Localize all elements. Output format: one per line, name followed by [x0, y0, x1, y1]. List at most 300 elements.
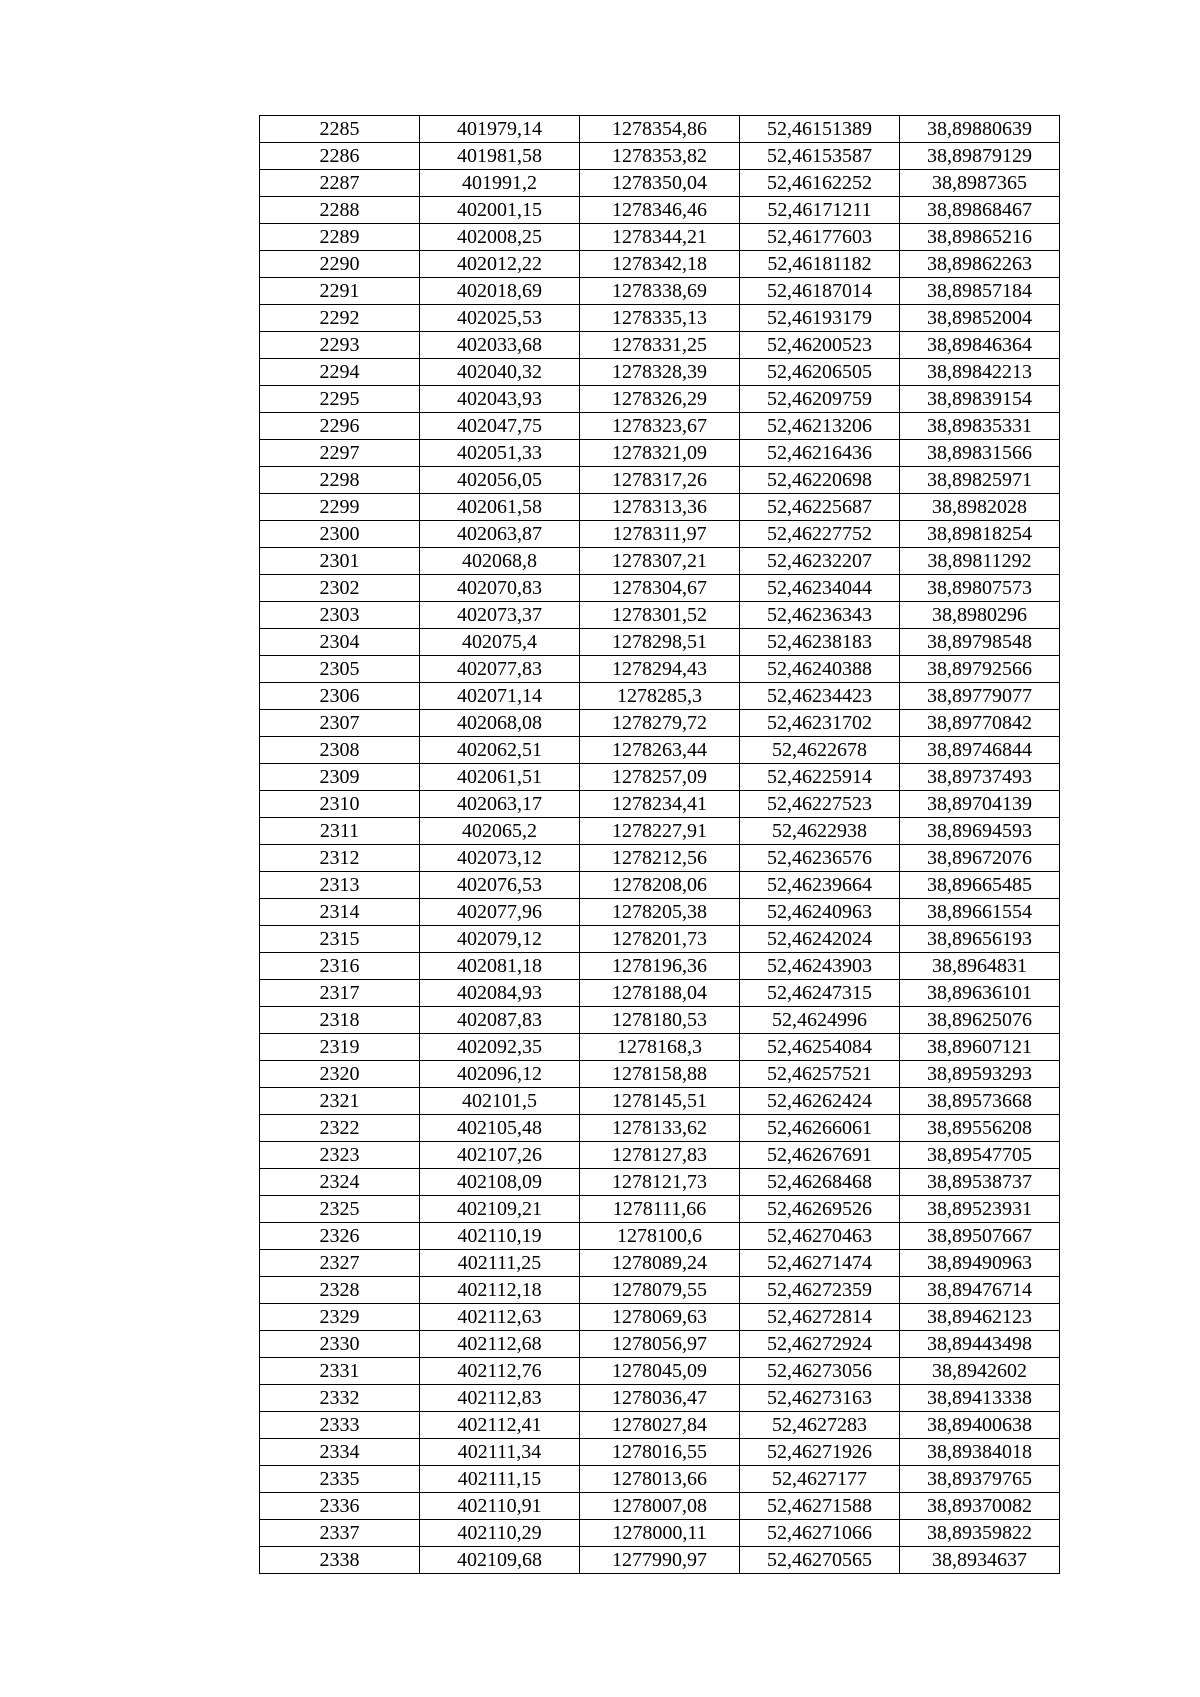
latitude-cell: 52,46270565 — [740, 1547, 900, 1574]
point-number-cell: 2289 — [260, 224, 420, 251]
x-coordinate-cell: 402109,68 — [420, 1547, 580, 1574]
table-row — [260, 1088, 1060, 1115]
y-coordinate-cell: 1278145,51 — [580, 1088, 740, 1115]
longitude-cell: 38,89661554 — [900, 899, 1060, 926]
point-number-cell: 2335 — [260, 1466, 420, 1493]
longitude-cell: 38,8980296 — [900, 602, 1060, 629]
table-row — [260, 791, 1060, 818]
y-coordinate-cell: 1278168,3 — [580, 1034, 740, 1061]
point-number-cell: 2316 — [260, 953, 420, 980]
longitude-cell: 38,89694593 — [900, 818, 1060, 845]
table-row — [260, 1358, 1060, 1385]
y-coordinate-cell: 1278279,72 — [580, 710, 740, 737]
x-coordinate-cell: 402068,08 — [420, 710, 580, 737]
x-coordinate-cell: 402068,8 — [420, 548, 580, 575]
longitude-cell: 38,89839154 — [900, 386, 1060, 413]
table-row — [260, 1196, 1060, 1223]
x-coordinate-cell: 402033,68 — [420, 332, 580, 359]
x-coordinate-cell: 402111,25 — [420, 1250, 580, 1277]
latitude-cell: 52,46269526 — [740, 1196, 900, 1223]
latitude-cell: 52,4622938 — [740, 818, 900, 845]
latitude-cell: 52,46151389 — [740, 116, 900, 143]
latitude-cell: 52,46162252 — [740, 170, 900, 197]
table-row — [260, 116, 1060, 143]
longitude-cell: 38,89807573 — [900, 575, 1060, 602]
table-row — [260, 305, 1060, 332]
y-coordinate-cell: 1278007,08 — [580, 1493, 740, 1520]
point-number-cell: 2327 — [260, 1250, 420, 1277]
longitude-cell: 38,89462123 — [900, 1304, 1060, 1331]
y-coordinate-cell: 1278301,52 — [580, 602, 740, 629]
point-number-cell: 2294 — [260, 359, 420, 386]
latitude-cell: 52,46181182 — [740, 251, 900, 278]
x-coordinate-cell: 402107,26 — [420, 1142, 580, 1169]
x-coordinate-cell: 402047,75 — [420, 413, 580, 440]
longitude-cell: 38,89384018 — [900, 1439, 1060, 1466]
point-number-cell: 2328 — [260, 1277, 420, 1304]
latitude-cell: 52,46242024 — [740, 926, 900, 953]
longitude-cell: 38,89607121 — [900, 1034, 1060, 1061]
x-coordinate-cell: 402092,35 — [420, 1034, 580, 1061]
latitude-cell: 52,46213206 — [740, 413, 900, 440]
point-number-cell: 2307 — [260, 710, 420, 737]
x-coordinate-cell: 402073,37 — [420, 602, 580, 629]
longitude-cell: 38,8934637 — [900, 1547, 1060, 1574]
y-coordinate-cell: 1278121,73 — [580, 1169, 740, 1196]
y-coordinate-cell: 1278212,56 — [580, 845, 740, 872]
table-row — [260, 602, 1060, 629]
point-number-cell: 2306 — [260, 683, 420, 710]
longitude-cell: 38,89672076 — [900, 845, 1060, 872]
table-row — [260, 1142, 1060, 1169]
table-row — [260, 575, 1060, 602]
longitude-cell: 38,8982028 — [900, 494, 1060, 521]
x-coordinate-cell: 402108,09 — [420, 1169, 580, 1196]
table-row — [260, 1250, 1060, 1277]
x-coordinate-cell: 401981,58 — [420, 143, 580, 170]
point-number-cell: 2309 — [260, 764, 420, 791]
x-coordinate-cell: 402012,22 — [420, 251, 580, 278]
table-row — [260, 1520, 1060, 1547]
table-row — [260, 1115, 1060, 1142]
y-coordinate-cell: 1278285,3 — [580, 683, 740, 710]
table-row — [260, 251, 1060, 278]
table-row — [260, 413, 1060, 440]
point-number-cell: 2337 — [260, 1520, 420, 1547]
y-coordinate-cell: 1278354,86 — [580, 116, 740, 143]
longitude-cell: 38,89862263 — [900, 251, 1060, 278]
longitude-cell: 38,89636101 — [900, 980, 1060, 1007]
latitude-cell: 52,46239664 — [740, 872, 900, 899]
x-coordinate-cell: 402079,12 — [420, 926, 580, 953]
latitude-cell: 52,4627177 — [740, 1466, 900, 1493]
x-coordinate-cell: 402081,18 — [420, 953, 580, 980]
longitude-cell: 38,89556208 — [900, 1115, 1060, 1142]
x-coordinate-cell: 402096,12 — [420, 1061, 580, 1088]
x-coordinate-cell: 402084,93 — [420, 980, 580, 1007]
point-number-cell: 2330 — [260, 1331, 420, 1358]
y-coordinate-cell: 1278016,55 — [580, 1439, 740, 1466]
longitude-cell: 38,8987365 — [900, 170, 1060, 197]
longitude-cell: 38,8964831 — [900, 953, 1060, 980]
latitude-cell: 52,46236343 — [740, 602, 900, 629]
table-row — [260, 440, 1060, 467]
x-coordinate-cell: 402062,51 — [420, 737, 580, 764]
table-row — [260, 629, 1060, 656]
y-coordinate-cell: 1278346,46 — [580, 197, 740, 224]
point-number-cell: 2320 — [260, 1061, 420, 1088]
table-row — [260, 683, 1060, 710]
y-coordinate-cell: 1278045,09 — [580, 1358, 740, 1385]
point-number-cell: 2301 — [260, 548, 420, 575]
y-coordinate-cell: 1278344,21 — [580, 224, 740, 251]
longitude-cell: 38,8942602 — [900, 1358, 1060, 1385]
y-coordinate-cell: 1278079,55 — [580, 1277, 740, 1304]
y-coordinate-cell: 1278350,04 — [580, 170, 740, 197]
point-number-cell: 2325 — [260, 1196, 420, 1223]
table-row — [260, 143, 1060, 170]
latitude-cell: 52,46177603 — [740, 224, 900, 251]
latitude-cell: 52,46271926 — [740, 1439, 900, 1466]
point-number-cell: 2308 — [260, 737, 420, 764]
latitude-cell: 52,46273056 — [740, 1358, 900, 1385]
latitude-cell: 52,46153587 — [740, 143, 900, 170]
x-coordinate-cell: 402110,29 — [420, 1520, 580, 1547]
longitude-cell: 38,89593293 — [900, 1061, 1060, 1088]
y-coordinate-cell: 1278257,09 — [580, 764, 740, 791]
table-row — [260, 764, 1060, 791]
table-row — [260, 1493, 1060, 1520]
table-row — [260, 467, 1060, 494]
point-number-cell: 2297 — [260, 440, 420, 467]
table-row — [260, 1304, 1060, 1331]
y-coordinate-cell: 1278313,36 — [580, 494, 740, 521]
x-coordinate-cell: 401991,2 — [420, 170, 580, 197]
point-number-cell: 2315 — [260, 926, 420, 953]
x-coordinate-cell: 402071,14 — [420, 683, 580, 710]
table-row — [260, 710, 1060, 737]
x-coordinate-cell: 402112,18 — [420, 1277, 580, 1304]
y-coordinate-cell: 1278307,21 — [580, 548, 740, 575]
x-coordinate-cell: 402063,17 — [420, 791, 580, 818]
x-coordinate-cell: 402061,58 — [420, 494, 580, 521]
y-coordinate-cell: 1278328,39 — [580, 359, 740, 386]
longitude-cell: 38,89476714 — [900, 1277, 1060, 1304]
latitude-cell: 52,46262424 — [740, 1088, 900, 1115]
x-coordinate-cell: 402043,93 — [420, 386, 580, 413]
y-coordinate-cell: 1278069,63 — [580, 1304, 740, 1331]
longitude-cell: 38,89359822 — [900, 1520, 1060, 1547]
longitude-cell: 38,89490963 — [900, 1250, 1060, 1277]
longitude-cell: 38,89400638 — [900, 1412, 1060, 1439]
point-number-cell: 2291 — [260, 278, 420, 305]
table-row — [260, 332, 1060, 359]
point-number-cell: 2310 — [260, 791, 420, 818]
x-coordinate-cell: 402105,48 — [420, 1115, 580, 1142]
table-row — [260, 1466, 1060, 1493]
point-number-cell: 2311 — [260, 818, 420, 845]
y-coordinate-cell: 1278321,09 — [580, 440, 740, 467]
point-number-cell: 2314 — [260, 899, 420, 926]
x-coordinate-cell: 402111,34 — [420, 1439, 580, 1466]
point-number-cell: 2338 — [260, 1547, 420, 1574]
y-coordinate-cell: 1278234,41 — [580, 791, 740, 818]
latitude-cell: 52,46271588 — [740, 1493, 900, 1520]
point-number-cell: 2302 — [260, 575, 420, 602]
point-number-cell: 2322 — [260, 1115, 420, 1142]
y-coordinate-cell: 1278353,82 — [580, 143, 740, 170]
latitude-cell: 52,46257521 — [740, 1061, 900, 1088]
longitude-cell: 38,89842213 — [900, 359, 1060, 386]
point-number-cell: 2287 — [260, 170, 420, 197]
latitude-cell: 52,46272924 — [740, 1331, 900, 1358]
longitude-cell: 38,89811292 — [900, 548, 1060, 575]
table-row — [260, 1547, 1060, 1574]
latitude-cell: 52,46227752 — [740, 521, 900, 548]
latitude-cell: 52,46270463 — [740, 1223, 900, 1250]
point-number-cell: 2286 — [260, 143, 420, 170]
latitude-cell: 52,46254084 — [740, 1034, 900, 1061]
x-coordinate-cell: 402112,63 — [420, 1304, 580, 1331]
longitude-cell: 38,89523931 — [900, 1196, 1060, 1223]
table-row — [260, 1169, 1060, 1196]
latitude-cell: 52,46234423 — [740, 683, 900, 710]
latitude-cell: 52,4622678 — [740, 737, 900, 764]
y-coordinate-cell: 1278205,38 — [580, 899, 740, 926]
x-coordinate-cell: 402076,53 — [420, 872, 580, 899]
table-row — [260, 197, 1060, 224]
latitude-cell: 52,46272814 — [740, 1304, 900, 1331]
latitude-cell: 52,46216436 — [740, 440, 900, 467]
point-number-cell: 2334 — [260, 1439, 420, 1466]
x-coordinate-cell: 402061,51 — [420, 764, 580, 791]
latitude-cell: 52,46268468 — [740, 1169, 900, 1196]
x-coordinate-cell: 402075,4 — [420, 629, 580, 656]
point-number-cell: 2303 — [260, 602, 420, 629]
x-coordinate-cell: 402070,83 — [420, 575, 580, 602]
longitude-cell: 38,89573668 — [900, 1088, 1060, 1115]
table-row — [260, 872, 1060, 899]
table-row — [260, 359, 1060, 386]
y-coordinate-cell: 1278196,36 — [580, 953, 740, 980]
y-coordinate-cell: 1278158,88 — [580, 1061, 740, 1088]
longitude-cell: 38,89798548 — [900, 629, 1060, 656]
table-row — [260, 1034, 1060, 1061]
y-coordinate-cell: 1278294,43 — [580, 656, 740, 683]
point-number-cell: 2292 — [260, 305, 420, 332]
longitude-cell: 38,89547705 — [900, 1142, 1060, 1169]
point-number-cell: 2304 — [260, 629, 420, 656]
y-coordinate-cell: 1278331,25 — [580, 332, 740, 359]
table-row — [260, 818, 1060, 845]
y-coordinate-cell: 1278304,67 — [580, 575, 740, 602]
x-coordinate-cell: 402056,05 — [420, 467, 580, 494]
table-row — [260, 899, 1060, 926]
longitude-cell: 38,89792566 — [900, 656, 1060, 683]
x-coordinate-cell: 402110,91 — [420, 1493, 580, 1520]
x-coordinate-cell: 402077,96 — [420, 899, 580, 926]
point-number-cell: 2285 — [260, 116, 420, 143]
point-number-cell: 2298 — [260, 467, 420, 494]
latitude-cell: 52,46187014 — [740, 278, 900, 305]
y-coordinate-cell: 1278342,18 — [580, 251, 740, 278]
latitude-cell: 52,46240963 — [740, 899, 900, 926]
point-number-cell: 2300 — [260, 521, 420, 548]
y-coordinate-cell: 1278056,97 — [580, 1331, 740, 1358]
y-coordinate-cell: 1278227,91 — [580, 818, 740, 845]
point-number-cell: 2288 — [260, 197, 420, 224]
latitude-cell: 52,46236576 — [740, 845, 900, 872]
y-coordinate-cell: 1278111,66 — [580, 1196, 740, 1223]
longitude-cell: 38,89507667 — [900, 1223, 1060, 1250]
x-coordinate-cell: 402112,83 — [420, 1385, 580, 1412]
latitude-cell: 52,46271066 — [740, 1520, 900, 1547]
x-coordinate-cell: 402040,32 — [420, 359, 580, 386]
longitude-cell: 38,89835331 — [900, 413, 1060, 440]
x-coordinate-cell: 402112,76 — [420, 1358, 580, 1385]
y-coordinate-cell: 1278298,51 — [580, 629, 740, 656]
y-coordinate-cell: 1278323,67 — [580, 413, 740, 440]
x-coordinate-cell: 402051,33 — [420, 440, 580, 467]
latitude-cell: 52,46225914 — [740, 764, 900, 791]
x-coordinate-cell: 402109,21 — [420, 1196, 580, 1223]
longitude-cell: 38,89852004 — [900, 305, 1060, 332]
y-coordinate-cell: 1278013,66 — [580, 1466, 740, 1493]
y-coordinate-cell: 1278326,29 — [580, 386, 740, 413]
y-coordinate-cell: 1277990,97 — [580, 1547, 740, 1574]
longitude-cell: 38,89737493 — [900, 764, 1060, 791]
table-row — [260, 386, 1060, 413]
latitude-cell: 52,46266061 — [740, 1115, 900, 1142]
y-coordinate-cell: 1278089,24 — [580, 1250, 740, 1277]
y-coordinate-cell: 1278317,26 — [580, 467, 740, 494]
y-coordinate-cell: 1278133,62 — [580, 1115, 740, 1142]
x-coordinate-cell: 402112,41 — [420, 1412, 580, 1439]
x-coordinate-cell: 402101,5 — [420, 1088, 580, 1115]
latitude-cell: 52,46240388 — [740, 656, 900, 683]
longitude-cell: 38,89746844 — [900, 737, 1060, 764]
table-row — [260, 1223, 1060, 1250]
x-coordinate-cell: 402087,83 — [420, 1007, 580, 1034]
point-number-cell: 2329 — [260, 1304, 420, 1331]
longitude-cell: 38,89865216 — [900, 224, 1060, 251]
point-number-cell: 2312 — [260, 845, 420, 872]
point-number-cell: 2323 — [260, 1142, 420, 1169]
x-coordinate-cell: 402018,69 — [420, 278, 580, 305]
y-coordinate-cell: 1278000,11 — [580, 1520, 740, 1547]
longitude-cell: 38,89779077 — [900, 683, 1060, 710]
latitude-cell: 52,46232207 — [740, 548, 900, 575]
latitude-cell: 52,46267691 — [740, 1142, 900, 1169]
longitude-cell: 38,89770842 — [900, 710, 1060, 737]
table-row — [260, 1277, 1060, 1304]
latitude-cell: 52,46238183 — [740, 629, 900, 656]
point-number-cell: 2295 — [260, 386, 420, 413]
longitude-cell: 38,89665485 — [900, 872, 1060, 899]
longitude-cell: 38,89846364 — [900, 332, 1060, 359]
latitude-cell: 52,46209759 — [740, 386, 900, 413]
point-number-cell: 2305 — [260, 656, 420, 683]
point-number-cell: 2336 — [260, 1493, 420, 1520]
latitude-cell: 52,46200523 — [740, 332, 900, 359]
point-number-cell: 2290 — [260, 251, 420, 278]
coordinates-table-body — [260, 116, 1060, 1574]
point-number-cell: 2296 — [260, 413, 420, 440]
table-row — [260, 170, 1060, 197]
latitude-cell: 52,46272359 — [740, 1277, 900, 1304]
longitude-cell: 38,89831566 — [900, 440, 1060, 467]
latitude-cell: 52,4627283 — [740, 1412, 900, 1439]
latitude-cell: 52,46225687 — [740, 494, 900, 521]
latitude-cell: 52,4624996 — [740, 1007, 900, 1034]
latitude-cell: 52,46271474 — [740, 1250, 900, 1277]
latitude-cell: 52,46220698 — [740, 467, 900, 494]
y-coordinate-cell: 1278188,04 — [580, 980, 740, 1007]
x-coordinate-cell: 401979,14 — [420, 116, 580, 143]
longitude-cell: 38,89825971 — [900, 467, 1060, 494]
y-coordinate-cell: 1278338,69 — [580, 278, 740, 305]
table-row — [260, 926, 1060, 953]
longitude-cell: 38,89818254 — [900, 521, 1060, 548]
table-row — [260, 1385, 1060, 1412]
table-row — [260, 224, 1060, 251]
point-number-cell: 2321 — [260, 1088, 420, 1115]
point-number-cell: 2293 — [260, 332, 420, 359]
point-number-cell: 2324 — [260, 1169, 420, 1196]
table-row — [260, 494, 1060, 521]
table-row — [260, 1412, 1060, 1439]
y-coordinate-cell: 1278100,6 — [580, 1223, 740, 1250]
longitude-cell: 38,89625076 — [900, 1007, 1060, 1034]
latitude-cell: 52,46247315 — [740, 980, 900, 1007]
y-coordinate-cell: 1278311,97 — [580, 521, 740, 548]
table-row — [260, 278, 1060, 305]
table-row — [260, 737, 1060, 764]
y-coordinate-cell: 1278201,73 — [580, 926, 740, 953]
table-row — [260, 1439, 1060, 1466]
latitude-cell: 52,46231702 — [740, 710, 900, 737]
x-coordinate-cell: 402110,19 — [420, 1223, 580, 1250]
longitude-cell: 38,89868467 — [900, 197, 1060, 224]
x-coordinate-cell: 402111,15 — [420, 1466, 580, 1493]
latitude-cell: 52,46206505 — [740, 359, 900, 386]
longitude-cell: 38,89857184 — [900, 278, 1060, 305]
y-coordinate-cell: 1278335,13 — [580, 305, 740, 332]
y-coordinate-cell: 1278127,83 — [580, 1142, 740, 1169]
y-coordinate-cell: 1278180,53 — [580, 1007, 740, 1034]
table-row — [260, 1007, 1060, 1034]
x-coordinate-cell: 402025,53 — [420, 305, 580, 332]
x-coordinate-cell: 402065,2 — [420, 818, 580, 845]
table-row — [260, 548, 1060, 575]
x-coordinate-cell: 402001,15 — [420, 197, 580, 224]
point-number-cell: 2326 — [260, 1223, 420, 1250]
table-row — [260, 1331, 1060, 1358]
point-number-cell: 2333 — [260, 1412, 420, 1439]
point-number-cell: 2331 — [260, 1358, 420, 1385]
point-number-cell: 2317 — [260, 980, 420, 1007]
y-coordinate-cell: 1278036,47 — [580, 1385, 740, 1412]
y-coordinate-cell: 1278208,06 — [580, 872, 740, 899]
longitude-cell: 38,89379765 — [900, 1466, 1060, 1493]
y-coordinate-cell: 1278263,44 — [580, 737, 740, 764]
x-coordinate-cell: 402112,68 — [420, 1331, 580, 1358]
table-row — [260, 953, 1060, 980]
table-row — [260, 521, 1060, 548]
table-row — [260, 656, 1060, 683]
table-row — [260, 1061, 1060, 1088]
latitude-cell: 52,46227523 — [740, 791, 900, 818]
